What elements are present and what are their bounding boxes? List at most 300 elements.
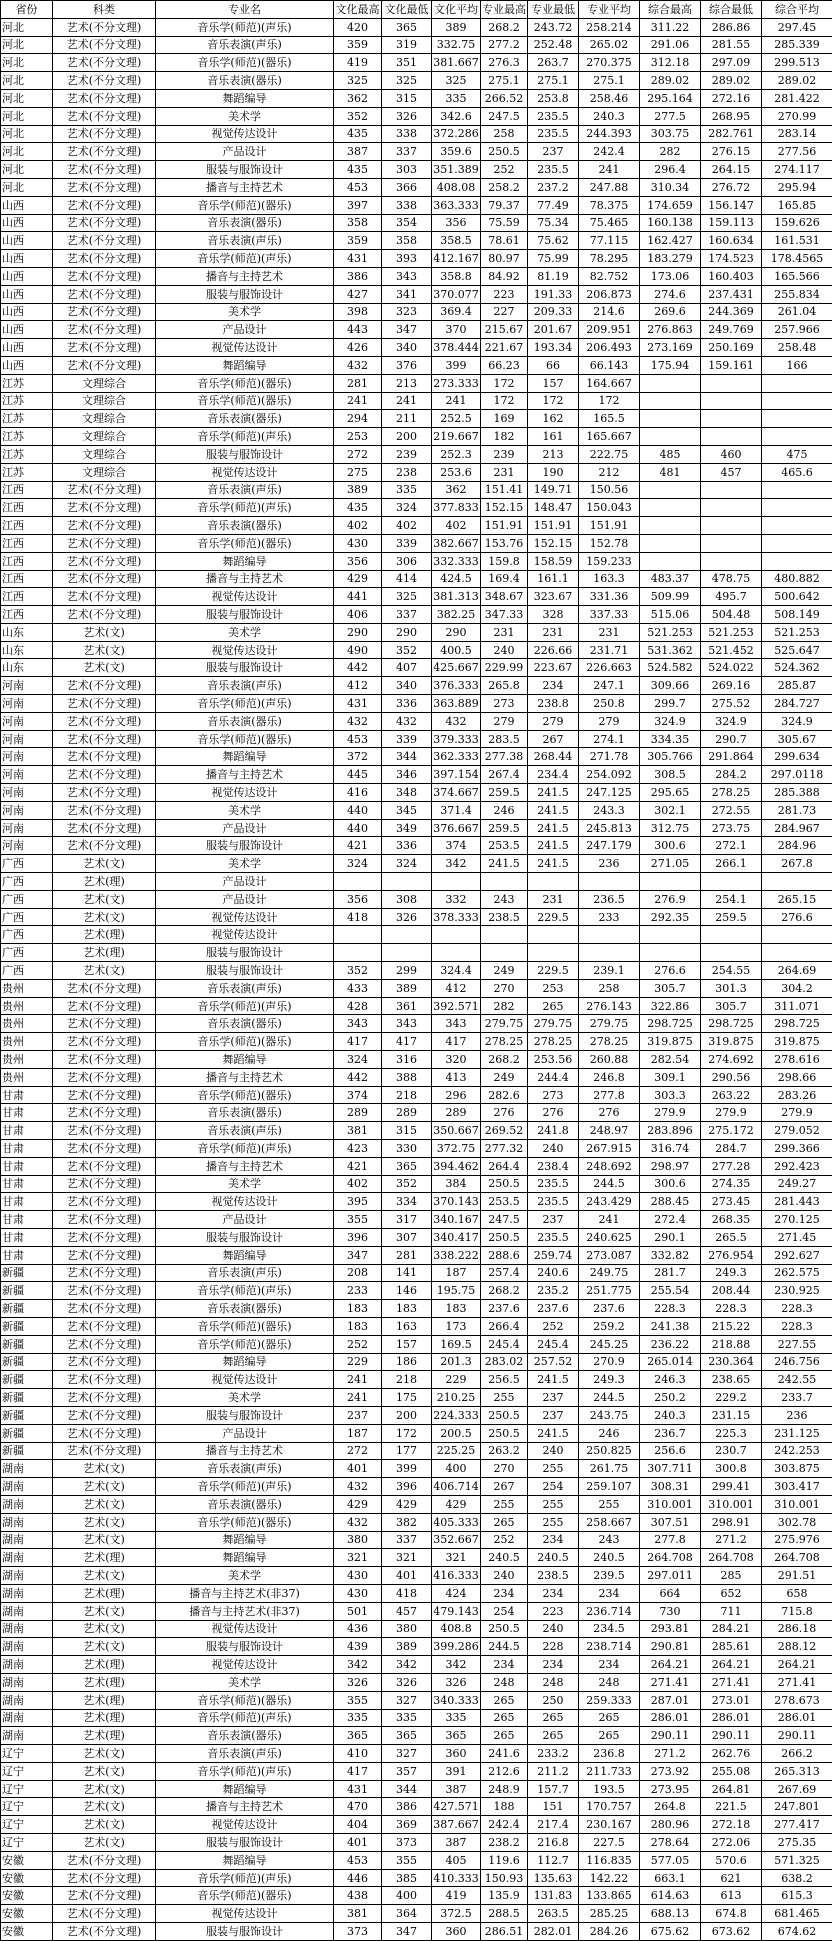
major-max-cell: 250.5 [481, 1175, 528, 1193]
culture-max-cell: 380 [334, 1531, 382, 1549]
total-min-cell: 299.41 [701, 1478, 762, 1496]
category-cell: 艺术(不分文理) [53, 1371, 156, 1389]
province-cell: 广西 [1, 873, 53, 891]
category-cell: 艺术(不分文理) [53, 1923, 156, 1941]
category-cell: 艺术(文) [53, 1460, 156, 1478]
category-cell: 文理综合 [53, 445, 156, 463]
col-major-min-header: 专业最低 [528, 1, 579, 19]
table-row [1, 445, 832, 463]
province-cell: 河北 [1, 178, 53, 196]
total-avg-cell: 249.27 [762, 1175, 832, 1193]
table-row [1, 1211, 832, 1229]
total-min-cell: 310.001 [701, 1495, 762, 1513]
total-min-cell: 289.02 [701, 72, 762, 90]
total-avg-cell: 303.875 [762, 1460, 832, 1478]
major-max-cell: 227 [481, 303, 528, 321]
province-cell: 河南 [1, 712, 53, 730]
table-row [1, 695, 832, 713]
culture-min-cell: 382 [382, 1513, 432, 1531]
major-max-cell: 249 [481, 962, 528, 980]
total-min-cell: 275.52 [701, 695, 762, 713]
major-avg-cell: 260.88 [579, 1051, 640, 1069]
total-avg-cell: 298.725 [762, 1015, 832, 1033]
table-row [1, 214, 832, 232]
province-cell: 河南 [1, 730, 53, 748]
total-max-cell [640, 481, 701, 499]
province-cell: 湖南 [1, 1584, 53, 1602]
culture-min-cell: 389 [382, 1638, 432, 1656]
table-row [1, 1122, 832, 1140]
total-max-cell [640, 428, 701, 446]
major-min-cell: 235.5 [528, 1193, 579, 1211]
major-max-cell: 151.41 [481, 481, 528, 499]
culture-min-cell: 317 [382, 1211, 432, 1229]
major-min-cell: 241.5 [528, 801, 579, 819]
table-row [1, 1656, 832, 1674]
major-min-cell: 250 [528, 1691, 579, 1709]
province-cell: 广西 [1, 890, 53, 908]
major-min-cell [528, 873, 579, 891]
major-max-cell: 80.97 [481, 250, 528, 268]
total-min-cell: 285 [701, 1567, 762, 1585]
total-avg-cell: 571.325 [762, 1851, 832, 1869]
table-row [1, 677, 832, 695]
major-min-cell: 234.4 [528, 766, 579, 784]
total-max-cell: 269.6 [640, 303, 701, 321]
major-cell: 视觉传达设计 [156, 1816, 334, 1834]
major-cell: 服装与服饰设计 [156, 1638, 334, 1656]
major-max-cell: 159.8 [481, 552, 528, 570]
table-row [1, 623, 832, 641]
culture-max-cell: 430 [334, 1584, 382, 1602]
major-cell: 美术学 [156, 1567, 334, 1585]
total-avg-cell: 638.2 [762, 1869, 832, 1887]
culture-avg-cell: 405.333 [432, 1513, 481, 1531]
table-row [1, 410, 832, 428]
culture-min-cell: 175 [382, 1389, 432, 1407]
province-cell: 山东 [1, 659, 53, 677]
culture-avg-cell: 338.222 [432, 1246, 481, 1264]
major-avg-cell: 271.78 [579, 748, 640, 766]
major-avg-cell: 78.375 [579, 196, 640, 214]
culture-max-cell: 490 [334, 641, 382, 659]
table-row [1, 1335, 832, 1353]
category-cell: 艺术(文) [53, 1567, 156, 1585]
culture-avg-cell: 378.333 [432, 908, 481, 926]
culture-min-cell: 315 [382, 89, 432, 107]
province-cell: 湖南 [1, 1460, 53, 1478]
major-avg-cell: 234.5 [579, 1620, 640, 1638]
total-avg-cell: 283.14 [762, 125, 832, 143]
major-avg-cell: 212 [579, 463, 640, 481]
major-cell: 服装与服饰设计 [156, 1406, 334, 1424]
culture-avg-cell: 425.667 [432, 659, 481, 677]
province-cell: 河南 [1, 677, 53, 695]
total-min-cell: 319.875 [701, 1033, 762, 1051]
total-max-cell: 236.22 [640, 1335, 701, 1353]
total-max-cell: 264.708 [640, 1549, 701, 1567]
culture-avg-cell: 340.167 [432, 1211, 481, 1229]
culture-min-cell: 238 [382, 463, 432, 481]
total-max-cell: 322.86 [640, 997, 701, 1015]
major-max-cell: 172 [481, 374, 528, 392]
total-avg-cell: 297.45 [762, 18, 832, 36]
culture-min-cell: 345 [382, 801, 432, 819]
total-avg-cell: 284.727 [762, 695, 832, 713]
province-cell: 山西 [1, 196, 53, 214]
total-min-cell: 231.15 [701, 1406, 762, 1424]
category-cell: 艺术(不分文理) [53, 72, 156, 90]
category-cell: 艺术(不分文理) [53, 837, 156, 855]
table-row [1, 1798, 832, 1816]
major-avg-cell: 331.36 [579, 588, 640, 606]
major-cell: 视觉传达设计 [156, 588, 334, 606]
major-avg-cell: 75.465 [579, 214, 640, 232]
culture-max-cell: 356 [334, 890, 382, 908]
major-avg-cell: 241 [579, 1211, 640, 1229]
total-max-cell: 295.65 [640, 784, 701, 802]
culture-avg-cell: 343 [432, 1015, 481, 1033]
major-max-cell: 223 [481, 285, 528, 303]
culture-max-cell: 373 [334, 1923, 382, 1941]
table-row [1, 926, 832, 944]
major-max-cell: 259.5 [481, 819, 528, 837]
culture-min-cell: 414 [382, 570, 432, 588]
culture-avg-cell: 342.6 [432, 107, 481, 125]
major-max-cell: 240.5 [481, 1549, 528, 1567]
table-row [1, 178, 832, 196]
culture-max-cell: 420 [334, 18, 382, 36]
total-avg-cell: 508.149 [762, 606, 832, 624]
major-min-cell: 241.5 [528, 855, 579, 873]
major-min-cell: 278.25 [528, 1033, 579, 1051]
culture-avg-cell: 382.25 [432, 606, 481, 624]
major-max-cell: 240 [481, 641, 528, 659]
major-max-cell: 245.4 [481, 1335, 528, 1353]
major-cell: 服装与服饰设计 [156, 1228, 334, 1246]
major-cell: 音乐学(师范)(声乐) [156, 1282, 334, 1300]
major-min-cell: 229.5 [528, 908, 579, 926]
category-cell: 艺术(不分文理) [53, 214, 156, 232]
major-cell: 服装与服饰设计 [156, 445, 334, 463]
culture-max-cell: 401 [334, 1460, 382, 1478]
culture-min-cell: 323 [382, 303, 432, 321]
category-cell: 艺术(不分文理) [53, 1905, 156, 1923]
culture-max-cell: 432 [334, 1478, 382, 1496]
culture-avg-cell: 371.4 [432, 801, 481, 819]
total-min-cell: 238.65 [701, 1371, 762, 1389]
category-cell: 艺术(不分文理) [53, 1300, 156, 1318]
culture-max-cell: 386 [334, 267, 382, 285]
culture-min-cell: 335 [382, 1709, 432, 1727]
category-cell: 艺术(不分文理) [53, 1086, 156, 1104]
total-max-cell: 307.711 [640, 1460, 701, 1478]
table-row [1, 143, 832, 161]
major-cell: 产品设计 [156, 890, 334, 908]
total-min-cell: 249.769 [701, 321, 762, 339]
total-max-cell [640, 499, 701, 517]
col-total-max-header: 综合最高 [640, 1, 701, 19]
culture-avg-cell: 340.333 [432, 1691, 481, 1709]
culture-max-cell: 272 [334, 445, 382, 463]
major-cell: 音乐表演(器乐) [156, 712, 334, 730]
total-avg-cell: 165.566 [762, 267, 832, 285]
total-min-cell: 285.61 [701, 1638, 762, 1656]
major-avg-cell: 152.78 [579, 534, 640, 552]
major-cell: 音乐学(师范)(器乐) [156, 54, 334, 72]
province-cell: 河南 [1, 766, 53, 784]
category-cell: 艺术(不分文理) [53, 819, 156, 837]
culture-min-cell: 380 [382, 1620, 432, 1638]
culture-min-cell: 457 [382, 1602, 432, 1620]
category-cell: 艺术(不分文理) [53, 303, 156, 321]
total-avg-cell: 311.071 [762, 997, 832, 1015]
culture-avg-cell: 429 [432, 1495, 481, 1513]
major-cell: 美术学 [156, 1673, 334, 1691]
culture-max-cell: 241 [334, 1389, 382, 1407]
major-min-cell: 172 [528, 392, 579, 410]
province-cell: 甘肃 [1, 1175, 53, 1193]
culture-avg-cell: 342 [432, 1656, 481, 1674]
province-cell: 河南 [1, 819, 53, 837]
table-row [1, 89, 832, 107]
culture-min-cell: 321 [382, 1549, 432, 1567]
province-cell: 山西 [1, 321, 53, 339]
major-min-cell: 273 [528, 1086, 579, 1104]
major-min-cell: 263.7 [528, 54, 579, 72]
major-cell: 音乐表演(器乐) [156, 72, 334, 90]
province-cell: 甘肃 [1, 1157, 53, 1175]
major-avg-cell: 230.167 [579, 1816, 640, 1834]
major-avg-cell: 265 [579, 1727, 640, 1745]
category-cell: 艺术(不分文理) [53, 18, 156, 36]
major-max-cell: 84.92 [481, 267, 528, 285]
total-avg-cell: 285.388 [762, 784, 832, 802]
category-cell: 艺术(文) [53, 659, 156, 677]
major-avg-cell: 246 [579, 1424, 640, 1442]
major-max-cell: 78.61 [481, 232, 528, 250]
category-cell: 艺术(不分文理) [53, 588, 156, 606]
total-min-cell: 300.8 [701, 1460, 762, 1478]
culture-avg-cell: 290 [432, 623, 481, 641]
total-min-cell: 282.761 [701, 125, 762, 143]
province-cell: 江苏 [1, 428, 53, 446]
major-cell: 舞蹈编导 [156, 1353, 334, 1371]
province-cell: 江苏 [1, 463, 53, 481]
culture-min-cell: 417 [382, 1033, 432, 1051]
culture-min-cell: 307 [382, 1228, 432, 1246]
culture-max-cell: 427 [334, 285, 382, 303]
province-cell: 湖南 [1, 1638, 53, 1656]
total-min-cell: 272.1 [701, 837, 762, 855]
major-cell: 产品设计 [156, 1211, 334, 1229]
province-cell: 江苏 [1, 392, 53, 410]
total-max-cell: 274.6 [640, 285, 701, 303]
major-min-cell: 216.8 [528, 1834, 579, 1852]
total-avg-cell: 265.15 [762, 890, 832, 908]
culture-min-cell: 141 [382, 1264, 432, 1282]
major-cell: 音乐学(师范)(声乐) [156, 695, 334, 713]
total-min-cell [701, 410, 762, 428]
culture-min-cell: 365 [382, 1157, 432, 1175]
col-major-header: 专业名 [156, 1, 334, 19]
major-cell: 服装与服饰设计 [156, 837, 334, 855]
culture-min-cell: 327 [382, 1691, 432, 1709]
major-avg-cell: 270.375 [579, 54, 640, 72]
major-min-cell: 235.5 [528, 161, 579, 179]
culture-avg-cell: 363.889 [432, 695, 481, 713]
category-cell: 艺术(不分文理) [53, 1228, 156, 1246]
major-avg-cell: 209.951 [579, 321, 640, 339]
culture-min-cell: 339 [382, 730, 432, 748]
table-row [1, 1175, 832, 1193]
province-cell: 甘肃 [1, 1246, 53, 1264]
major-min-cell: 268.44 [528, 748, 579, 766]
total-avg-cell: 480.882 [762, 570, 832, 588]
category-cell: 艺术(不分文理) [53, 89, 156, 107]
total-min-cell: 160.403 [701, 267, 762, 285]
province-cell: 贵州 [1, 1051, 53, 1069]
culture-min-cell: 340 [382, 677, 432, 695]
major-avg-cell: 250.825 [579, 1442, 640, 1460]
category-cell: 艺术(理) [53, 926, 156, 944]
total-max-cell: 256.6 [640, 1442, 701, 1460]
table-row [1, 1353, 832, 1371]
category-cell: 艺术(不分文理) [53, 534, 156, 552]
culture-avg-cell: 195.75 [432, 1282, 481, 1300]
province-cell: 河北 [1, 125, 53, 143]
culture-avg-cell: 253.6 [432, 463, 481, 481]
major-avg-cell: 265.02 [579, 36, 640, 54]
culture-min-cell: 340 [382, 339, 432, 357]
culture-max-cell: 402 [334, 1175, 382, 1193]
category-cell: 艺术(理) [53, 873, 156, 891]
total-avg-cell: 227.55 [762, 1335, 832, 1353]
total-min-cell [701, 873, 762, 891]
province-cell: 湖南 [1, 1495, 53, 1513]
culture-min-cell: 336 [382, 695, 432, 713]
total-avg-cell: 262.575 [762, 1264, 832, 1282]
total-min-cell: 457 [701, 463, 762, 481]
culture-min-cell: 177 [382, 1442, 432, 1460]
major-avg-cell: 258 [579, 979, 640, 997]
province-cell: 山西 [1, 303, 53, 321]
province-cell: 湖南 [1, 1709, 53, 1727]
major-max-cell: 66.23 [481, 356, 528, 374]
culture-min-cell: 172 [382, 1424, 432, 1442]
culture-avg-cell: 356 [432, 214, 481, 232]
culture-min-cell: 183 [382, 1300, 432, 1318]
culture-avg-cell: 324.4 [432, 962, 481, 980]
culture-avg-cell: 370.143 [432, 1193, 481, 1211]
category-cell: 艺术(文) [53, 1798, 156, 1816]
culture-max-cell: 442 [334, 1068, 382, 1086]
category-cell: 艺术(文) [53, 1745, 156, 1763]
total-min-cell: 290.11 [701, 1727, 762, 1745]
total-max-cell: 300.6 [640, 837, 701, 855]
major-max-cell: 252 [481, 1531, 528, 1549]
culture-max-cell: 435 [334, 125, 382, 143]
major-max-cell: 348.67 [481, 588, 528, 606]
province-cell: 河北 [1, 18, 53, 36]
culture-min-cell: 339 [382, 534, 432, 552]
major-avg-cell: 255 [579, 1495, 640, 1513]
culture-max-cell: 326 [334, 1673, 382, 1691]
total-max-cell: 246.3 [640, 1371, 701, 1389]
culture-avg-cell: 405 [432, 1851, 481, 1869]
total-avg-cell: 715.8 [762, 1602, 832, 1620]
total-max-cell: 265.014 [640, 1353, 701, 1371]
total-min-cell: 259.5 [701, 908, 762, 926]
major-cell: 美术学 [156, 623, 334, 641]
culture-min-cell: 418 [382, 1584, 432, 1602]
province-cell: 河北 [1, 161, 53, 179]
table-row [1, 1157, 832, 1175]
province-cell: 山东 [1, 641, 53, 659]
major-min-cell: 241.5 [528, 1371, 579, 1389]
province-cell: 广西 [1, 908, 53, 926]
province-cell: 江苏 [1, 445, 53, 463]
major-avg-cell [579, 873, 640, 891]
major-max-cell: 239 [481, 445, 528, 463]
table-row [1, 321, 832, 339]
major-max-cell: 151.91 [481, 517, 528, 535]
total-min-cell: 290.56 [701, 1068, 762, 1086]
major-max-cell: 268.2 [481, 1282, 528, 1300]
major-cell: 音乐学(师范)(声乐) [156, 1140, 334, 1158]
major-max-cell: 254 [481, 1602, 528, 1620]
culture-max-cell: 429 [334, 1495, 382, 1513]
major-cell: 音乐表演(器乐) [156, 1495, 334, 1513]
total-max-cell: 730 [640, 1602, 701, 1620]
total-max-cell: 228.3 [640, 1300, 701, 1318]
total-max-cell: 264.8 [640, 1798, 701, 1816]
major-max-cell [481, 944, 528, 962]
province-cell: 新疆 [1, 1442, 53, 1460]
major-avg-cell: 239.1 [579, 962, 640, 980]
province-cell: 广西 [1, 855, 53, 873]
major-min-cell: 252.48 [528, 36, 579, 54]
culture-min-cell: 334 [382, 1193, 432, 1211]
table-row [1, 801, 832, 819]
major-max-cell: 188 [481, 1798, 528, 1816]
major-cell: 产品设计 [156, 143, 334, 161]
category-cell: 艺术(不分文理) [53, 748, 156, 766]
culture-avg-cell: 358.5 [432, 232, 481, 250]
total-max-cell: 311.22 [640, 18, 701, 36]
culture-min-cell: 338 [382, 196, 432, 214]
culture-max-cell: 429 [334, 570, 382, 588]
major-cell: 音乐学(师范)(器乐) [156, 1317, 334, 1335]
major-cell: 音乐学(师范)(声乐) [156, 997, 334, 1015]
major-avg-cell: 236.714 [579, 1602, 640, 1620]
culture-avg-cell: 397.154 [432, 766, 481, 784]
major-min-cell: 201.67 [528, 321, 579, 339]
province-cell: 安徽 [1, 1905, 53, 1923]
total-min-cell [701, 481, 762, 499]
major-min-cell: 238.8 [528, 695, 579, 713]
major-max-cell: 169 [481, 410, 528, 428]
major-max-cell: 241.6 [481, 1745, 528, 1763]
total-min-cell: 265.5 [701, 1228, 762, 1246]
culture-max-cell: 430 [334, 534, 382, 552]
province-cell: 甘肃 [1, 1122, 53, 1140]
category-cell: 艺术(文) [53, 1638, 156, 1656]
table-row [1, 232, 832, 250]
major-min-cell: 223.67 [528, 659, 579, 677]
total-avg-cell [762, 944, 832, 962]
province-cell: 广西 [1, 926, 53, 944]
